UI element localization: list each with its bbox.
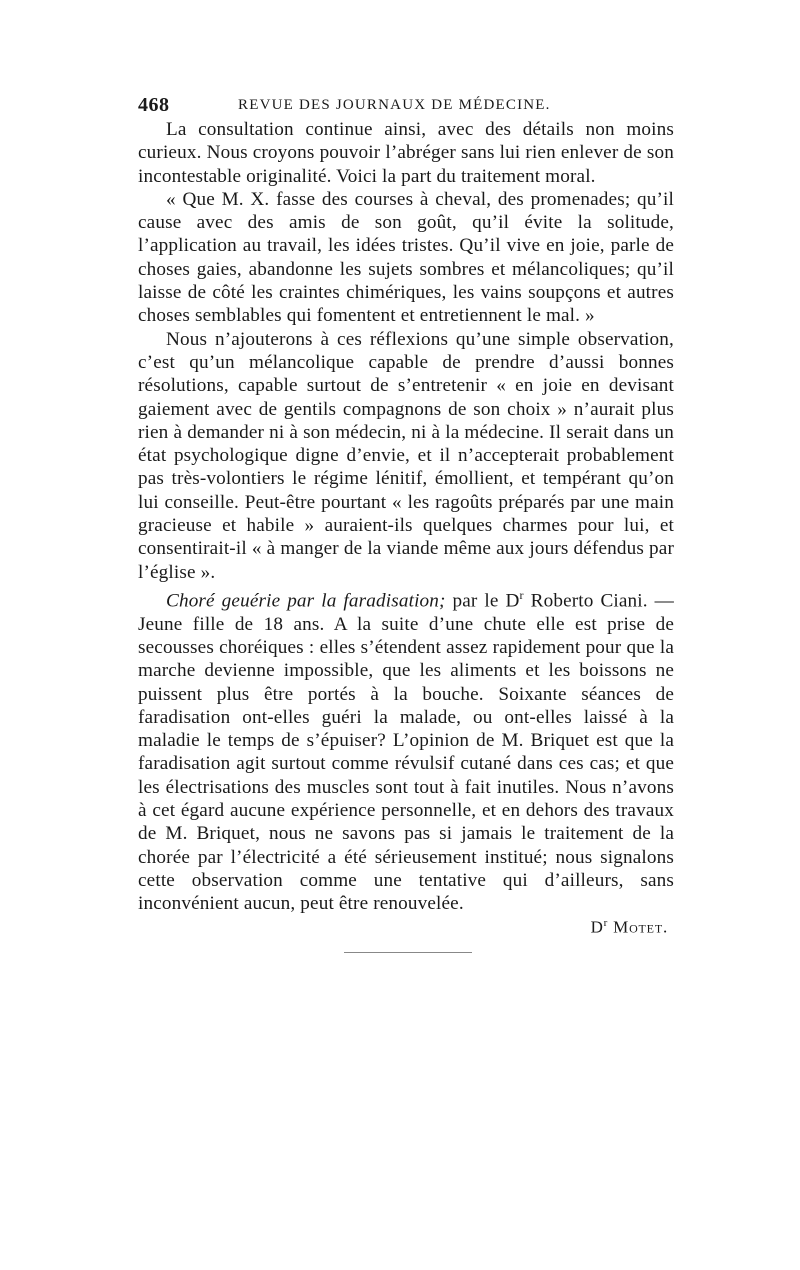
end-rule (344, 952, 472, 953)
paragraph-article (138, 584, 674, 916)
signature (138, 917, 674, 938)
signature-prefix-sup: r (603, 917, 609, 930)
paragraph-commentary: Nous n’ajouterons à ces réflexions qu’une simple observation, c’est qu’un mélancolique capable de prendre d’aussi bonnes résolutions, capable surtout de s’entretenir « en joie en devisant gaiement avec de gentils compagnons de son choix » n’aurait plus rien à demander ni à son médecin, ni à la médecine. Il serait dans un état psychologique digne d’envie, et il n’accepterait probablement pas très-volontiers le régime lénitif, émollient, et tempérant qu’on lui conseille. Peut-être pourtant « les ragoûts préparés par une main gracieuse et habile » auraient-ils quelques charmes pour lui, et consentirait-il « à manger de la viande même aux jours défendus par l’église ». (138, 328, 674, 583)
article-author-sup: r (519, 587, 524, 602)
signature-name: Motet. (613, 918, 668, 938)
page (138, 88, 674, 953)
paragraph-quotation: « Que M. X. fasse des courses à cheval, des promenades; qu’il cause avec des amis de son goût, qu’il évite la solitude, l’application au travail, les idées tristes. Qu’il vive en joie, parle de choses gaies, abandonne les sujets sombres et mélancoliques; qu’il laisse de côté les craintes chimériques, les vains soupçons et autres choses semblables qui fomentent et entretiennent le mal. » (138, 188, 674, 327)
article-body: Jeune fille de 18 ans. A la suite d’une chute elle est prise de secousses choréiques : elles s’étendent assez rapidement pour que la marche devienne impossible, que les aliments et les boissons ne puissent plus être portés à la bouche. Soixante séances de faradisation ont-elles guéri la malade, ou ont-elles laissé à la maladie le temps de s’épuiser? L’opinion de M. Briquet est que la faradisation agit surtout comme révulsif cutané dans ces cas; et que les électrisations des muscles sont tout à fait inutiles. Nous n’avons à cet égard aucune expérience personnelle, et en dehors des travaux de M. Briquet, nous ne savons pas si jamais le traitement de la chorée par l’électricité a été sérieusement institué; nous signalons cette observation comme une tentative qui d’ailleurs, sans inconvénient aucun, peut être renouvelée. (138, 613, 674, 915)
running-head (138, 88, 674, 118)
article-title: Choré geuérie par la faradisation; (166, 590, 446, 612)
article-author-name: Roberto Ciani. — (523, 590, 674, 612)
paragraph-consultation: La consultation continue ainsi, avec des détails non moins curieux. Nous croyons pouvoir l’abréger sans lui rien enlever de son incontestable originalité. Voici la part du traitement moral. (138, 119, 674, 187)
page-number: 468 (138, 94, 170, 116)
signature-prefix: D (590, 918, 604, 938)
body-text (138, 118, 674, 915)
journal-title: REVUE DES JOURNAUX DE MÉDECINE. (238, 97, 551, 113)
article-author-intro: par le D (445, 590, 520, 612)
